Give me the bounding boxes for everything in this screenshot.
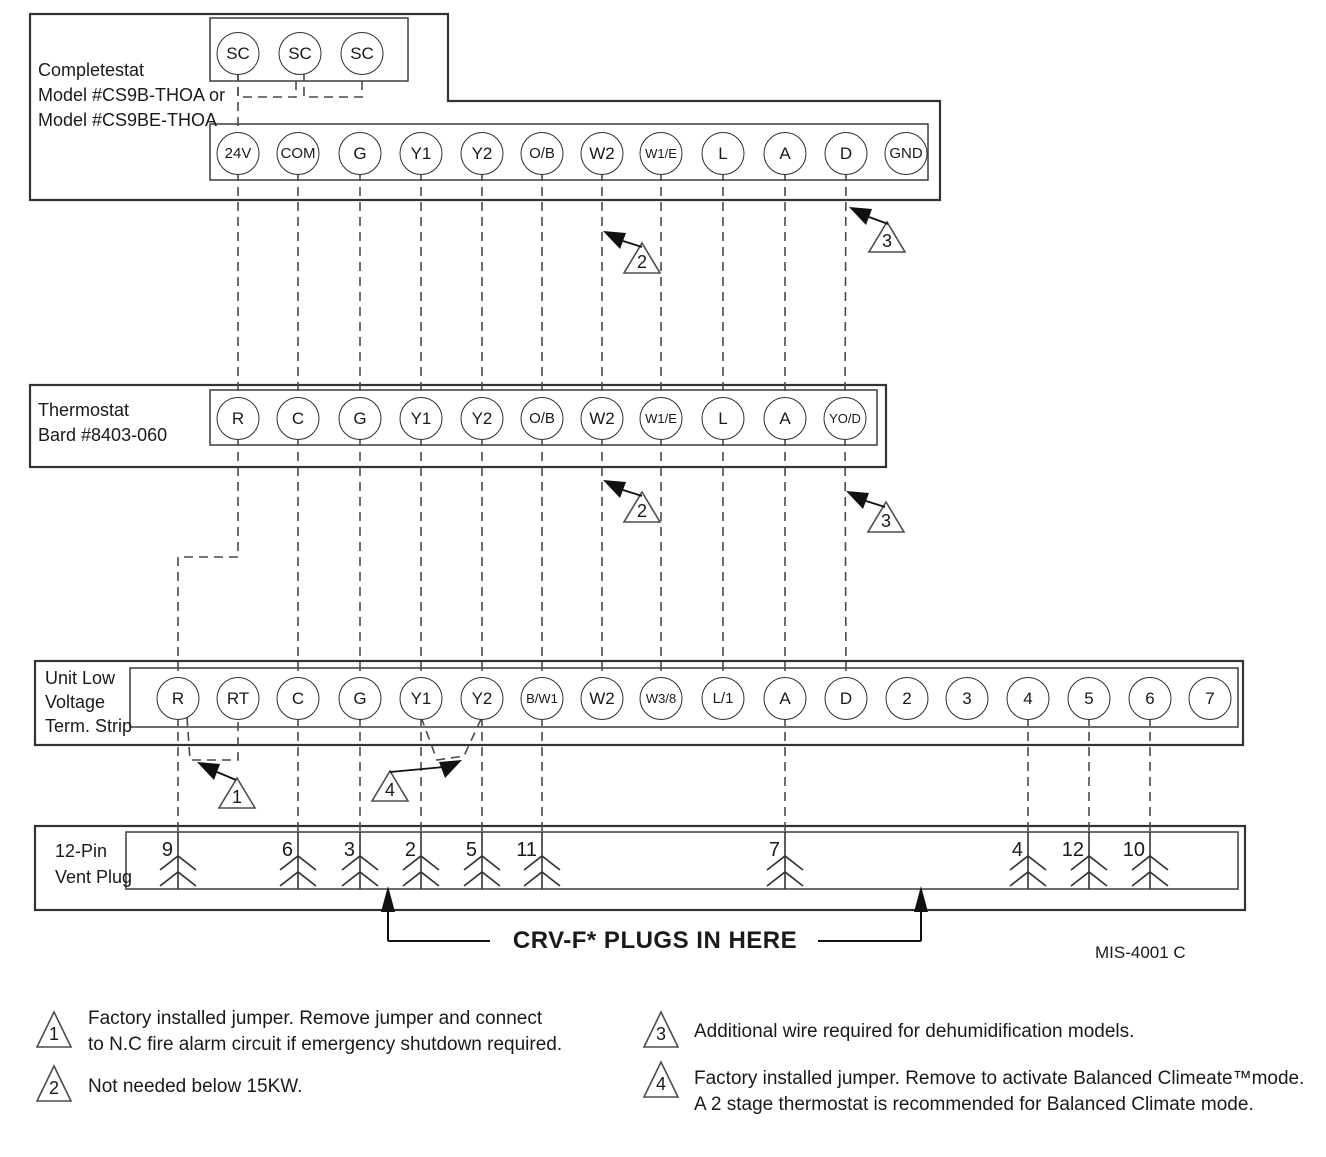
callout-2-mid: 2 bbox=[636, 501, 647, 521]
note-1-line1: Factory installed jumper. Remove jumper and connect bbox=[88, 1008, 543, 1029]
unit-terminal-3: 3 bbox=[946, 677, 989, 720]
crv-plugs-label: CRV-F* PLUGS IN HERE bbox=[512, 927, 798, 954]
vent-pin-2: 2 bbox=[404, 839, 416, 861]
completestat-label-line1: Completestat bbox=[38, 60, 145, 80]
vent-pin-9: 9 bbox=[161, 839, 173, 861]
completestat-terminal-gnd: GND bbox=[885, 132, 928, 175]
completestat-label-line3: Model #CS9BE-THOA bbox=[38, 110, 218, 130]
callout-4: 4 bbox=[384, 780, 395, 800]
thermostat-terminal-w1-e: W1/E bbox=[640, 397, 683, 440]
unit-terminal-g: G bbox=[339, 677, 382, 720]
unit-terminal-l-1: L/1 bbox=[702, 677, 745, 720]
thermostat-label bbox=[38, 398, 167, 448]
unit-to-vent-wires bbox=[178, 717, 1150, 832]
completestat-terminal-com: COM bbox=[277, 132, 320, 175]
completestat-terminal-d: D bbox=[825, 132, 868, 175]
note-3-text bbox=[694, 1019, 1134, 1045]
callout-2-top: 2 bbox=[636, 252, 647, 272]
vent-pin-10: 10 bbox=[1122, 839, 1145, 861]
thermostat-terminal-o-b: O/B bbox=[521, 397, 564, 440]
unit-terminal-c: C bbox=[277, 677, 320, 720]
sc-terminal-sc: SC bbox=[279, 32, 322, 75]
unit-strip-label bbox=[45, 666, 132, 738]
completestat-terminal-g: G bbox=[339, 132, 382, 175]
sc-terminal-sc: SC bbox=[341, 32, 384, 75]
completestat-terminal-a: A bbox=[764, 132, 807, 175]
unit-terminal-w2: W2 bbox=[581, 677, 624, 720]
sc-terminal-sc: SC bbox=[217, 32, 260, 75]
thermostat-label-line2: Bard #8403-060 bbox=[38, 425, 168, 445]
note-3-number: 3 bbox=[655, 1024, 666, 1044]
r-rt-jumper-wire bbox=[187, 717, 238, 760]
vent-plug-label-line1: 12-Pin bbox=[55, 841, 108, 861]
note-2-number: 2 bbox=[48, 1078, 59, 1098]
note-1-number: 1 bbox=[48, 1024, 59, 1044]
completestat-terminal-24v: 24V bbox=[217, 132, 260, 175]
vent-pin-11: 11 bbox=[516, 839, 537, 861]
callout-3-top: 3 bbox=[881, 231, 892, 251]
unit-terminal-5: 5 bbox=[1068, 677, 1111, 720]
thermostat-label-line1: Thermostat bbox=[38, 400, 130, 420]
note-1-line2: to N.C fire alarm circuit if emergency shutdown required. bbox=[88, 1034, 563, 1055]
unit-terminal-7: 7 bbox=[1189, 677, 1232, 720]
note-2-line1: Not needed below 15KW. bbox=[88, 1076, 303, 1097]
completestat-terminal-y1: Y1 bbox=[400, 132, 443, 175]
thermostat-terminal-r: R bbox=[217, 397, 260, 440]
thermostat-terminal-w2: W2 bbox=[581, 397, 624, 440]
callout-1: 1 bbox=[231, 787, 242, 807]
vent-pin-6: 6 bbox=[281, 839, 293, 861]
unit-strip-label-line2: Voltage bbox=[45, 692, 106, 712]
unit-terminal-r: R bbox=[157, 677, 200, 720]
unit-terminal-d: D bbox=[825, 677, 868, 720]
unit-terminal-y2: Y2 bbox=[461, 677, 504, 720]
vent-pin-5: 5 bbox=[465, 839, 477, 861]
unit-terminal-w3-8: W3/8 bbox=[640, 677, 683, 720]
vent-plug-label bbox=[55, 838, 132, 890]
note-1-text bbox=[88, 1006, 562, 1058]
thermostat-terminal-y2: Y2 bbox=[461, 397, 504, 440]
note-2-text bbox=[88, 1074, 302, 1100]
unit-terminal-a: A bbox=[764, 677, 807, 720]
callout-3-mid: 3 bbox=[880, 511, 891, 531]
doc-number: MIS-4001 C bbox=[1095, 943, 1186, 962]
note-4-text bbox=[694, 1066, 1304, 1118]
vent-pin-3: 3 bbox=[343, 839, 355, 861]
completestat-terminal-o-b: O/B bbox=[521, 132, 564, 175]
unit-strip-label-line1: Unit Low bbox=[45, 668, 116, 688]
thermostat-terminal-yo-d: YO/D bbox=[824, 397, 867, 440]
completestat-terminal-w2: W2 bbox=[581, 132, 624, 175]
thermostat-terminal-l: L bbox=[702, 397, 745, 440]
unit-terminal-2: 2 bbox=[886, 677, 929, 720]
unit-terminal-4: 4 bbox=[1007, 677, 1050, 720]
unit-terminal-b-w1: B/W1 bbox=[521, 677, 564, 720]
y1-y2-jumper-wire bbox=[421, 717, 482, 760]
thermostat-to-unit-wires bbox=[178, 437, 846, 677]
vent-pin-4: 4 bbox=[1011, 839, 1023, 861]
note-4-line2: A 2 stage thermostat is recommended for Balanced Climate mode. bbox=[694, 1094, 1254, 1115]
completestat-terminal-l: L bbox=[702, 132, 745, 175]
completestat-terminal-w1-e: W1/E bbox=[640, 132, 683, 175]
completestat-to-thermostat-wires bbox=[238, 172, 846, 397]
unit-terminal-y1: Y1 bbox=[400, 677, 443, 720]
thermostat-terminal-g: G bbox=[339, 397, 382, 440]
thermostat-terminal-y1: Y1 bbox=[400, 397, 443, 440]
unit-terminal-6: 6 bbox=[1129, 677, 1172, 720]
completestat-terminal-y2: Y2 bbox=[461, 132, 504, 175]
callout-triangles bbox=[219, 222, 905, 808]
unit-terminal-rt: RT bbox=[217, 677, 260, 720]
note-3-line1: Additional wire required for dehumidification models. bbox=[694, 1021, 1135, 1042]
completestat-label bbox=[38, 58, 225, 133]
unit-strip-label-line3: Term. Strip bbox=[45, 716, 133, 736]
thermostat-terminal-a: A bbox=[764, 397, 807, 440]
thermostat-terminal-c: C bbox=[277, 397, 320, 440]
vent-pin-12: 12 bbox=[1061, 839, 1084, 861]
completestat-label-line2: Model #CS9B-THOA or bbox=[38, 85, 226, 105]
vent-pin-7: 7 bbox=[768, 839, 780, 861]
note-4-line1: Factory installed jumper. Remove to activate Balanced Climeate™mode. bbox=[694, 1068, 1305, 1089]
note-4-number: 4 bbox=[655, 1074, 666, 1094]
vent-plug-label-line2: Vent Plug bbox=[55, 867, 133, 887]
